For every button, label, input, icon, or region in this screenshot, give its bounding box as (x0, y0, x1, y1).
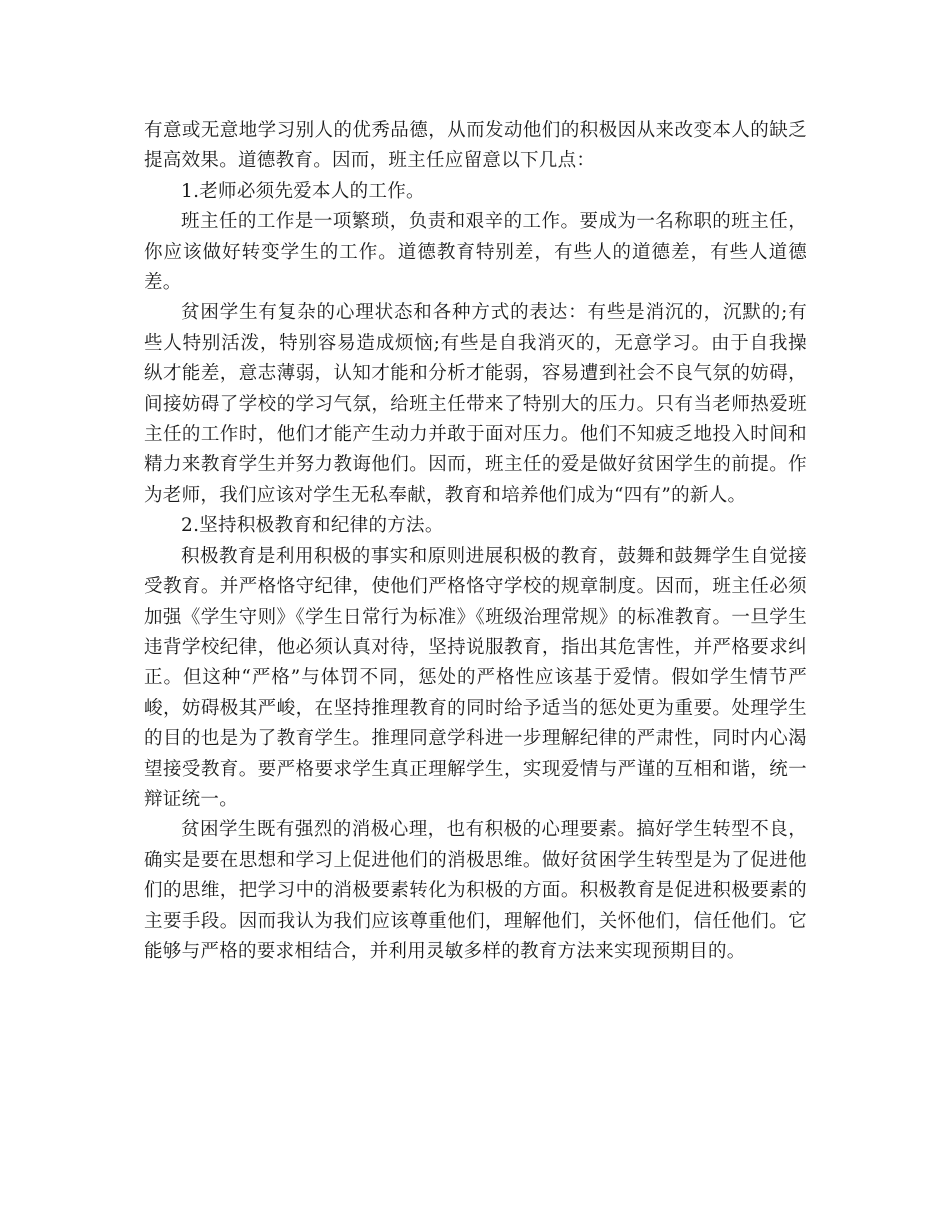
paragraph-body: 贫困学生有复杂的心理状态和各种方式的表达：有些是消沉的，沉默的;有些人特别活泼，特别容易造成烦恼;有些是自我消灭的，无意学习。由于自我操纵才能差，意志薄弱，认知才能和分析才能弱，容易遭到社会不良气氛的妨碍，间接妨碍了学校的学习气氛，给班主任带来了特别大的压力。只有当老师热爱班主任的工作时，他们才能产生动力并敢于面对压力。他们不知疲乏地投入时间和精力来教育学生并努力教诲他们。因而，班主任的爱是做好贫困学生的前提。作为老师，我们应该对学生无私奉献，教育和培养他们成为“四有”的新人。 (144, 302, 807, 506)
paragraph-body: 班主任的工作是一项繁琐，负责和艰辛的工作。要成为一名称职的班主任，你应该做好转变学生的工作。道德教育特别差，有些人的道德差，有些人道德差。 (144, 211, 807, 294)
paragraph-body: 积极教育是利用积极的事实和原则进展积极的教育，鼓舞和鼓舞学生自觉接受教育。并严格恪守纪律，使他们严格恪守学校的规章制度。因而，班主任必须加强《学生守则》《学生日常行为标准》《班级治理常规》的标准教育。一旦学生违背学校纪律，他必须认真对待，坚持说服教育，指出其危害性，并严格要求纠正。但这种“严格”与体罚不同，惩处的严格性应该基于爱情。假如学生情节严峻，妨碍极其严峻，在坚持推理教育的同时给予适当的惩处更为重要。处理学生的目的也是为了教育学生。推理同意学科进一步理解纪律的严肃性，同时内心渴望接受教育。要严格要求学生真正理解学生，实现爱情与严谨的互相和谐，统一辩证统一。 (144, 545, 807, 810)
paragraph-body: 贫困学生既有强烈的消极心理，也有积极的心理要素。搞好学生转型不良，确实是要在思想和学习上促进他们的消极思维。做好贫困学生转型是为了促进他们的思维，把学习中的消极要素转化为积极的方面。积极教育是促进积极要素的主要手段。因而我认为我们应该尊重他们，理解他们，关怀他们，信任他们。它能够与严格的要求相结合，并利用灵敏多样的教育方法来实现预期目的。 (144, 819, 807, 962)
paragraph-continuation: 有意或无意地学习别人的优秀品德，从而发动他们的积极因从来改变本人的缺乏提高效果。道德教育。因而，班主任应留意以下几点： (144, 120, 807, 172)
document-page (144, 116, 807, 967)
section-heading-2: 2.坚持积极教育和纪律的方法。 (181, 515, 444, 537)
section-heading-1: 1.老师必须先爱本人的工作。 (181, 180, 425, 202)
